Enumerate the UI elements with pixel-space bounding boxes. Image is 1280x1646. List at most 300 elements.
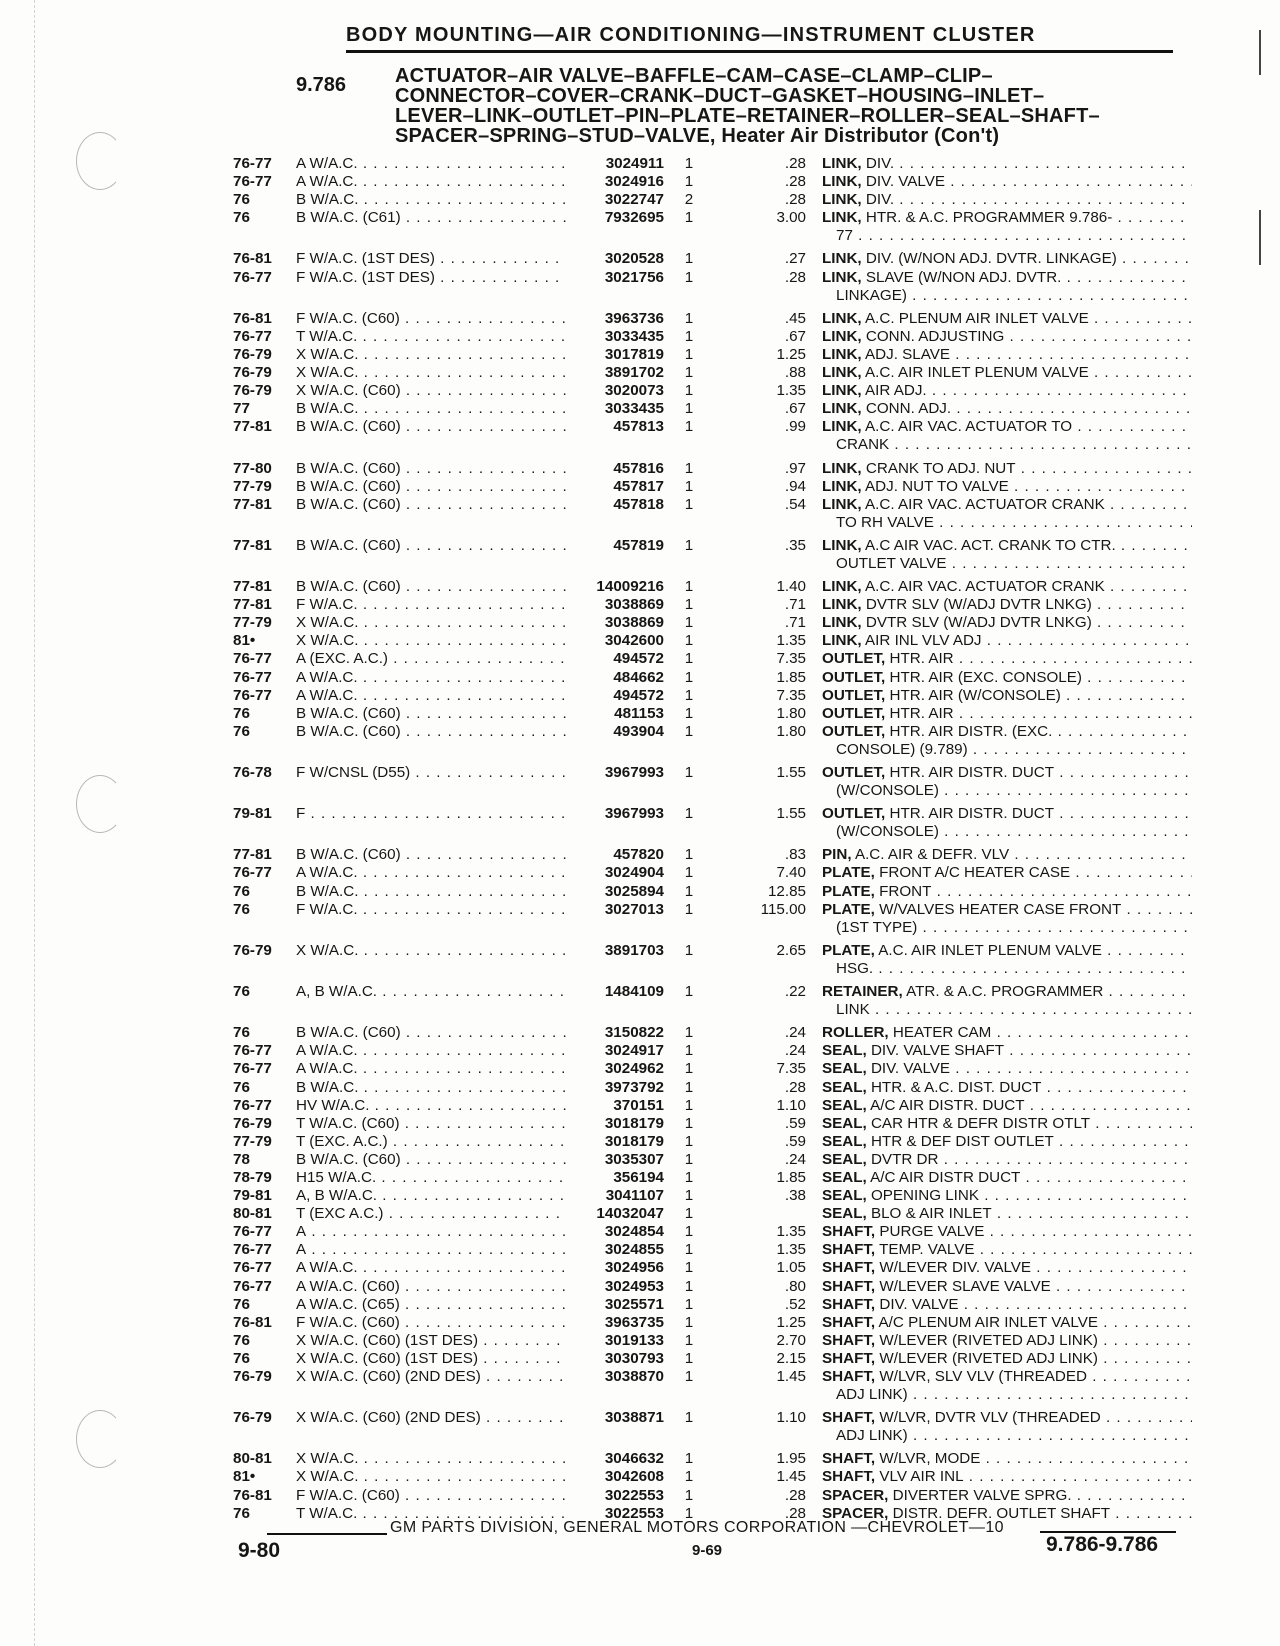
part-name: LINK, [822,382,862,400]
table-row [233,864,1193,882]
table-row [233,1241,1193,1259]
price-cell: .54 [784,495,806,513]
description-line [822,1133,1192,1151]
table-row [233,901,1193,937]
description-line [822,901,1192,919]
description-line [822,1024,1192,1042]
description-text: W/LVR, DVTR VLV (THREADED [879,1409,1101,1427]
price-cell: .24 [784,1024,806,1042]
page-title: BODY MOUNTING—AIR CONDITIONING—INSTRUMENT CLUSTER [346,24,1036,46]
part-number-cell: 3022747 [604,191,664,209]
description-line [822,418,1192,436]
description-line [822,782,1192,800]
quantity-cell: 1 [684,1331,694,1349]
description-text: HTR. AIR DISTR. DUCT [889,764,1055,781]
quantity-cell: 1 [684,250,694,268]
quantity-cell: 1 [684,1150,694,1168]
quantity-cell: 1 [684,459,694,477]
description-line [822,364,1192,382]
quantity-cell: 1 [684,1259,694,1277]
part-name: LINK, [822,495,862,513]
description-cell [822,578,1192,596]
description-text: A.C. AIR VAC. ACTUATOR CRANK [865,495,1105,513]
model-cell: T W/A.C. . . . [296,328,566,346]
quantity-cell: 1 [684,846,694,864]
price-cell: .94 [784,477,806,495]
part-number-cell: 3973792 [604,1078,664,1096]
part-number-cell: 3042608 [604,1468,664,1486]
description-line [822,1241,1192,1259]
table-row [233,1187,1193,1205]
price-cell: .24 [784,1150,806,1168]
model-cell: F W/A.C. (C60) . . . [296,1314,566,1332]
section-heading-line: SPACER–SPRING–STUD–VALVE, Heater Air Distributor (Con't) [395,125,1000,147]
part-name: PIN, [822,846,852,864]
scan-edge-mark [1259,210,1261,265]
description-line [822,883,1192,901]
description-line [822,1223,1192,1241]
quantity-cell: 1 [684,1024,694,1042]
part-number-cell: 3042600 [604,632,664,650]
part-name: SHAFT, [822,1277,876,1295]
description-text: DIV. VALVE [870,1060,951,1078]
part-number-cell: 356194 [613,1168,664,1186]
quantity-cell: 1 [684,1486,694,1504]
price-cell: .24 [784,1042,806,1060]
scan-edge-mark [1259,30,1261,75]
year-cell: 78-79 [233,1168,272,1186]
part-number-cell: 457820 [613,846,664,864]
description-cell [822,191,1192,209]
description-text: ADJ. NUT TO VALVE [865,477,1009,495]
part-number-cell: 3018179 [604,1132,664,1150]
price-cell: 1.10 [776,1096,806,1114]
quantity-cell: 1 [684,764,694,781]
description-cell [822,1314,1192,1332]
part-number-cell: 3024911 [605,155,664,172]
description-text: A.C. AIR VAC. ACTUATOR CRANK [865,578,1105,596]
model-cell: F W/A.C. (1ST DES) . . . [296,250,566,268]
description-line [822,287,1192,305]
year-cell: 77-79 [233,614,272,632]
model-cell: B W/A.C. (C60) . . . [296,705,566,723]
part-name: SEAL, [822,1114,867,1132]
part-name: SHAFT, [822,1409,876,1427]
description-line [822,1314,1192,1332]
quantity-cell: 1 [684,209,694,227]
quantity-cell: 1 [684,1078,694,1096]
description-line [822,1079,1192,1097]
part-name: SEAL, [822,1187,867,1205]
table-row [233,382,1193,400]
description-cell [822,1487,1192,1505]
table-row [233,310,1193,328]
description-line [822,1450,1192,1468]
description-cell [822,1060,1192,1078]
price-cell: .67 [784,327,806,345]
description-line [822,514,1192,532]
price-cell: 1.45 [776,1468,806,1486]
year-cell: 77-81 [233,578,272,596]
description-line [822,227,1192,245]
year-cell: 76-77 [233,173,272,191]
price-cell: .28 [784,1504,806,1522]
table-row [233,1115,1193,1133]
description-line [822,1187,1192,1205]
part-name: LINK, [822,268,862,286]
description-cell [822,173,1192,191]
quantity-cell: 1 [684,1187,694,1205]
price-cell: 2.70 [776,1331,806,1349]
part-number-cell: 3963736 [604,309,664,327]
quantity-cell: 1 [684,309,694,327]
year-cell: 77-81 [233,846,272,864]
model-cell: B W/A.C. (C60) . . . [296,578,566,596]
table-row [233,1314,1193,1332]
description-line [822,1060,1192,1078]
year-cell: 76-81 [233,1313,272,1331]
table-row [233,418,1193,454]
table-row [233,1223,1193,1241]
price-cell: .35 [784,536,806,554]
description-line [822,596,1192,614]
price-cell: 1.35 [776,382,806,400]
model-cell: B W/A.C. (C60) . . . [296,496,566,514]
part-number-cell: 481153 [614,704,664,722]
description-cell [822,478,1192,496]
year-cell: 81• [233,1468,256,1486]
model-cell: X W/A.C. (C60) (2ND DES) . . . [296,1368,566,1386]
price-cell: .71 [784,596,806,614]
quantity-cell: 1 [684,864,694,882]
model-cell: A W/A.C. . . . [296,1042,566,1060]
price-cell: 1.05 [776,1259,806,1277]
description-line [822,1386,1192,1404]
table-row [233,1296,1193,1314]
description-text: ADJ. SLAVE [865,345,951,363]
description-text: HTR. AIR (W/CONSOLE) [889,686,1061,704]
part-name: SEAL, [822,1168,867,1186]
part-name: SEAL, [822,1096,867,1114]
description-text: CRANK TO ADJ. NUT [865,459,1016,477]
price-cell: 12.85 [767,882,806,900]
part-name: LINK, [822,418,862,436]
footer-text: GM PARTS DIVISION, GENERAL MOTORS CORPORATION —CHEVROLET—10 [390,1519,1004,1536]
quantity-cell: 1 [684,173,694,191]
model-cell: X W/A.C. (C60) (2ND DES) . . . [296,1409,566,1427]
description-line [822,864,1192,882]
table-row [233,537,1193,573]
part-number-cell: 484662 [613,668,664,686]
quantity-cell: 1 [684,1295,694,1313]
quantity-cell: 1 [684,596,694,614]
description-line [822,687,1192,705]
model-cell: X W/A.C. . . . [296,346,566,364]
model-cell: X W/A.C. . . . [296,1468,566,1486]
part-name: LINK, [822,477,862,495]
part-name: SPACER, [822,1486,889,1504]
table-row [233,1332,1193,1350]
model-cell: H15 W/A.C. . . . [296,1169,566,1187]
table-row [233,1133,1193,1151]
description-text: DIV. VALVE [879,1295,959,1313]
table-row [233,1169,1193,1187]
quantity-cell: 1 [684,578,694,596]
description-text: A/C AIR DISTR. DUCT [870,1096,1025,1114]
model-cell: X W/A.C. . . . [296,632,566,650]
price-cell: 2.65 [776,941,806,959]
table-row [233,155,1193,173]
description-line [822,1350,1192,1368]
description-cell [822,723,1192,759]
model-cell: B W/A.C. . . . [296,883,566,901]
section-heading-line: LEVER–LINK–OUTLET–PIN–PLATE–RETAINER–ROLLER–SEAL–SHAFT– [395,105,1100,127]
part-number-cell: 3024917 [604,1042,664,1060]
year-cell: 76-77 [233,650,272,668]
description-line [822,436,1192,454]
description-text: BLO & AIR INLET [870,1205,992,1223]
part-name: LINK, [822,173,862,191]
quantity-cell: 1 [684,632,694,650]
quantity-cell: 1 [684,1277,694,1295]
description-line [822,460,1192,478]
part-name: SHAFT, [822,1368,876,1385]
part-number-cell: 3019133 [604,1331,664,1349]
part-number-cell: 3017819 [604,345,664,363]
model-cell: F W/A.C. . . . [296,901,566,919]
quantity-cell: 1 [684,418,694,436]
description-line [822,173,1192,191]
year-cell: 76-77 [233,1277,272,1295]
quantity-cell: 1 [684,155,694,172]
description-text: HTR. AIR [889,704,954,722]
model-cell: A W/A.C. . . . [296,864,566,882]
year-cell: 76 [233,1295,250,1313]
part-name: LINK, [822,155,862,172]
description-line [822,1042,1192,1060]
part-number-cell: 3021756 [604,268,664,286]
part-name: SEAL, [822,1078,867,1096]
model-cell: A, B W/A.C. . . . [296,983,566,1001]
footer-rule [267,1533,387,1535]
price-cell: .88 [784,364,806,382]
table-row [233,1259,1193,1277]
year-cell: 80-81 [233,1450,272,1468]
description-cell [822,460,1192,478]
year-cell: 76-77 [233,1259,272,1277]
price-cell: .99 [784,418,806,436]
part-number-cell: 3030793 [604,1349,664,1367]
table-row [233,596,1193,614]
description-cell [822,764,1192,800]
description-text: (W/CONSOLE) [836,823,939,841]
price-cell: 1.55 [776,764,806,781]
model-cell: F W/A.C. (1ST DES) . . . [296,269,566,287]
price-cell: 1.25 [776,1313,806,1331]
table-row [233,250,1193,268]
price-cell: .28 [784,268,806,286]
year-cell: 76-78 [233,764,272,781]
quantity-cell: 1 [684,805,694,823]
price-cell: 1.25 [776,345,806,363]
section-range: 9.786-9.786 [1046,1533,1159,1556]
part-name: LINK, [822,596,862,614]
part-name: SHAFT, [822,1331,876,1349]
description-cell [822,1296,1192,1314]
model-cell: X W/A.C. . . . [296,1450,566,1468]
quantity-cell: 1 [684,1450,694,1468]
table-row [233,764,1193,800]
table-row [233,578,1193,596]
model-cell: X W/A.C. . . . [296,364,566,382]
quantity-cell: 1 [684,1468,694,1486]
quantity-cell: 1 [684,668,694,686]
description-line [822,650,1192,668]
part-name: SEAL, [822,1132,867,1150]
description-text: W/LVR, SLV VLV (THREADED [879,1368,1087,1385]
description-text: DIV. VALVE SHAFT [870,1042,1005,1060]
description-cell [822,1409,1192,1445]
description-line [822,846,1192,864]
description-cell [822,1187,1192,1205]
title-rule [346,50,1173,53]
year-cell: 77-81 [233,418,272,436]
description-cell [822,1097,1192,1115]
description-line [822,919,1192,937]
description-line [822,1368,1192,1386]
part-number-cell: 3020073 [604,382,664,400]
description-text: ADJ LINK) [836,1427,908,1445]
model-cell: F W/A.C. (C60) . . . [296,1487,566,1505]
year-cell: 76-77 [233,1060,272,1078]
year-cell: 77-81 [233,536,272,554]
year-cell: 76-77 [233,268,272,286]
quantity-cell: 1 [684,1409,694,1427]
quantity-cell: 1 [684,1223,694,1241]
price-cell: 7.35 [776,1060,806,1078]
description-cell [822,1024,1192,1042]
table-row [233,269,1193,305]
table-row [233,1205,1193,1223]
description-line [822,209,1192,227]
description-cell [822,883,1192,901]
description-text: W/LVR, MODE [879,1450,981,1468]
description-line [822,478,1192,496]
description-line [822,764,1192,782]
part-name: PLATE, [822,882,875,900]
price-cell: 1.45 [776,1368,806,1385]
model-cell: B W/A.C. (C60) . . . [296,418,566,436]
year-cell: 78 [233,1150,250,1168]
part-name: RETAINER, [822,983,903,1001]
part-number-cell: 457813 [613,418,664,436]
description-text: TO RH VALVE [836,513,934,531]
quantity-cell: 1 [684,345,694,363]
table-row [233,805,1193,841]
description-text: HTR. AIR DISTR. DUCT [889,805,1055,823]
part-number-cell: 493904 [613,722,664,740]
table-row [233,705,1193,723]
description-cell [822,400,1192,418]
part-number-cell: 3020528 [604,250,664,268]
year-cell: 76-77 [233,155,272,172]
year-cell: 76-77 [233,1241,272,1259]
description-text: A.C. AIR VAC. ACTUATOR TO [865,418,1073,436]
model-cell: X W/A.C. (C60) . . . [296,382,566,400]
table-row [233,650,1193,668]
description-cell [822,632,1192,650]
model-cell: A W/A.C. . . . [296,1259,566,1277]
description-text: FRONT A/C HEATER CASE [879,864,1071,882]
quantity-cell: 1 [684,382,694,400]
model-cell: T W/A.C. (C60) . . . [296,1115,566,1133]
part-number-cell: 457818 [613,495,664,513]
year-cell: 79-81 [233,805,272,823]
description-cell [822,1350,1192,1368]
description-text: DVTR DR [870,1150,939,1168]
model-cell: F W/A.C. (C60) . . . [296,310,566,328]
description-line [822,1151,1192,1169]
year-cell: 76-81 [233,309,272,327]
description-text: A.C. AIR & DEFR. VLV [854,846,1010,864]
price-cell: .28 [784,155,806,172]
model-cell: A, B W/A.C. . . . [296,1187,566,1205]
description-line [822,960,1192,978]
part-name: SEAL, [822,1150,867,1168]
part-number-cell: 1484109 [604,983,664,1001]
price-cell: 1.35 [776,632,806,650]
price-cell: 1.80 [776,704,806,722]
year-cell: 76 [233,722,250,740]
description-cell [822,805,1192,841]
quantity-cell: 1 [684,650,694,668]
part-name: LINK, [822,364,862,382]
part-number-cell: 3024904 [604,864,664,882]
model-cell: X W/A.C. . . . [296,942,566,960]
price-cell: .83 [784,846,806,864]
price-cell: 1.95 [776,1450,806,1468]
description-line [822,1115,1192,1133]
quantity-cell: 1 [684,268,694,286]
part-name: PLATE, [822,941,875,959]
table-row [233,1097,1193,1115]
description-cell [822,328,1192,346]
price-cell: 1.40 [776,578,806,596]
model-cell: T W/A.C. . . . [296,1505,566,1523]
description-line [822,250,1192,268]
part-number-cell: 3967993 [604,805,664,823]
description-text: DIV. (W/NON ADJ. DVTR. LINKAGE) [865,250,1117,268]
table-row [233,173,1193,191]
description-line [822,1409,1192,1427]
description-cell [822,1368,1192,1404]
description-line [822,1259,1192,1277]
table-row [233,687,1193,705]
model-cell: B W/A.C. (C60) . . . [296,537,566,555]
page-edge-line [34,0,35,1646]
part-name: OUTLET, [822,805,886,823]
model-cell: X W/A.C. . . . [296,614,566,632]
price-cell: 1.85 [776,668,806,686]
year-cell: 76 [233,704,250,722]
price-cell: 115.00 [760,900,806,918]
table-row [233,942,1193,978]
quantity-cell: 1 [684,882,694,900]
description-cell [822,382,1192,400]
part-name: LINK, [822,309,862,327]
table-row [233,1060,1193,1078]
description-line [822,1296,1192,1314]
